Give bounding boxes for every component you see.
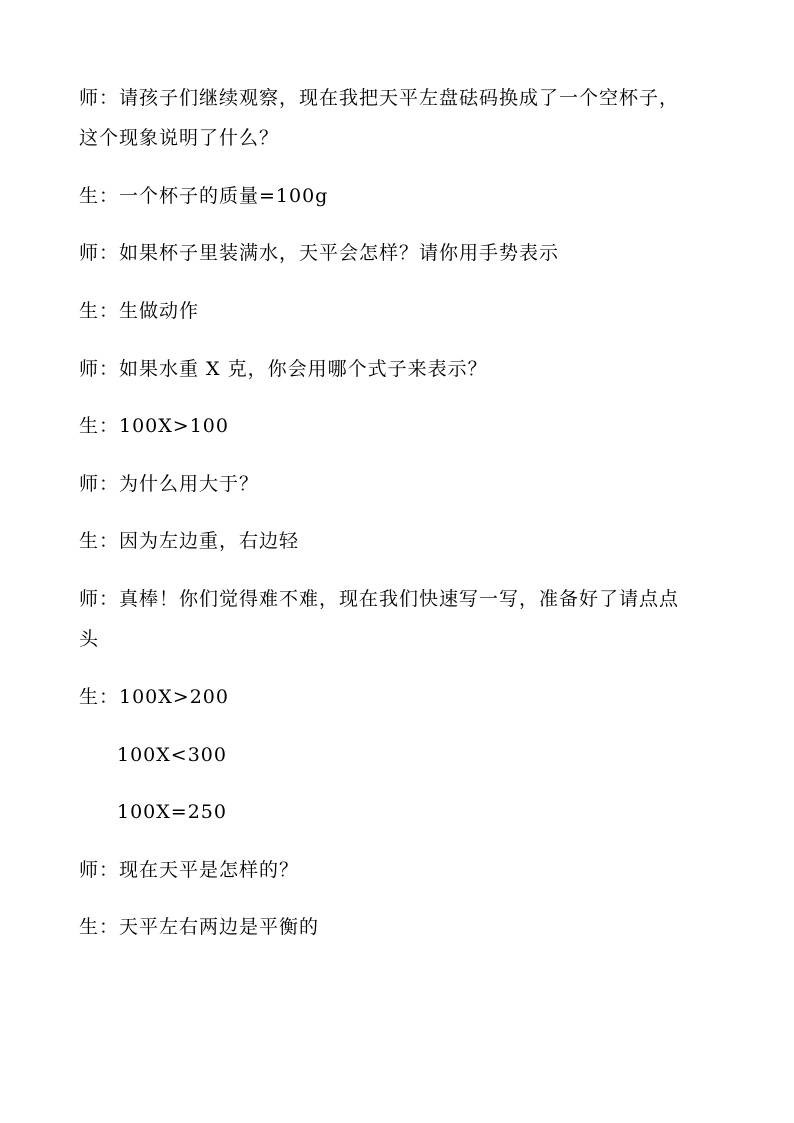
dialogue-line-14: 100X=250 [117, 801, 227, 823]
dialogue-line-12: 生：100X>200 [79, 686, 229, 708]
dialogue-line-9: 生：因为左边重，右边轻 [79, 530, 300, 552]
dialogue-line-4: 师：如果杯子里装满水，天平会怎样？请你用手势表示 [79, 242, 560, 264]
dialogue-line-1: 师：请孩子们继续观察，现在我把天平左盘砝码换成了一个空杯子， [79, 87, 680, 109]
dialogue-line-16: 生：天平左右两边是平衡的 [79, 916, 320, 938]
dialogue-line-6: 师：如果水重 X 克，你会用哪个式子来表示？ [79, 358, 488, 380]
dialogue-line-2: 这个现象说明了什么？ [79, 127, 280, 149]
dialogue-line-3: 生：一个杯子的质量=100g [79, 185, 329, 207]
dialogue-line-11: 头 [79, 628, 100, 650]
dialogue-line-5: 生：生做动作 [79, 300, 200, 322]
dialogue-line-13: 100X<300 [117, 744, 227, 766]
dialogue-line-7: 生：100X>100 [79, 415, 229, 437]
dialogue-line-15: 师：现在天平是怎样的？ [79, 859, 300, 881]
dialogue-line-8: 师：为什么用大于？ [79, 473, 260, 495]
dialogue-line-10: 师：真棒！你们觉得难不难，现在我们快速写一写，准备好了请点点 [79, 588, 680, 610]
